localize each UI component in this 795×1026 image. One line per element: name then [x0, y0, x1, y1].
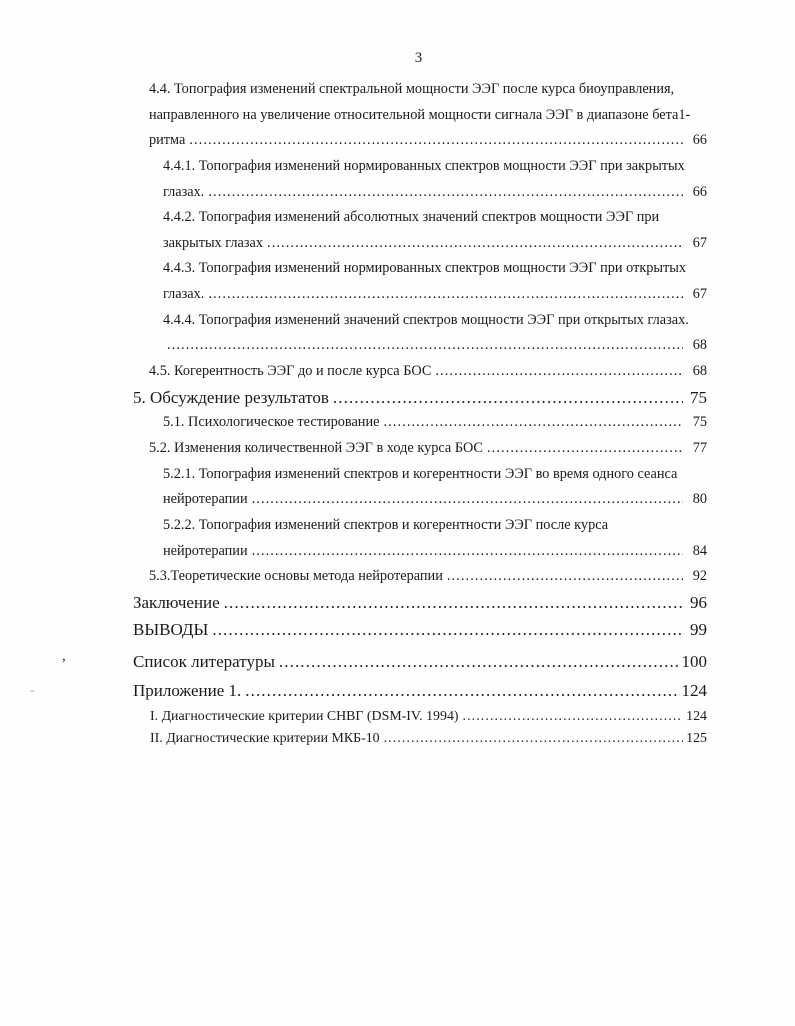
toc-entry [149, 77, 707, 154]
toc-entry-title: ВЫВОДЫ [133, 620, 209, 640]
scan-artifact-comma: , [62, 648, 66, 664]
toc-page-number: 75 [690, 387, 707, 407]
toc-entry-title: II. Диагностические критерии МКБ-10 [150, 730, 380, 746]
toc-entry-last-line [133, 590, 707, 616]
toc-entry-last-line [163, 539, 707, 565]
toc-entry [133, 617, 707, 643]
toc-entry [163, 462, 707, 513]
toc-entry-text-line: 5.2.1. Топография изменений спектров и когерентности ЭЭГ во время одного сеанса [163, 465, 678, 482]
toc-entry-title: глазах. [163, 183, 205, 200]
toc-entry-title: 5.2. Изменения количественной ЭЭГ в ходе курса БОС [149, 439, 483, 456]
toc-entry-title: нейротерапии [163, 542, 248, 559]
toc-entry-title: Приложение 1. [133, 680, 242, 700]
toc-page-number: 124 [686, 709, 707, 725]
toc-entry-title: 4.5. Когерентность ЭЭГ до и после курса БОС [149, 363, 432, 380]
toc-entry-last-line [149, 128, 707, 154]
toc-page-number: 66 [692, 183, 707, 200]
toc-entry [163, 256, 707, 307]
toc-entry-last-line [149, 564, 707, 590]
toc-dot-leader [435, 359, 683, 385]
page-number: 3 [414, 50, 423, 66]
toc-dot-leader [383, 410, 683, 436]
toc-dot-leader [212, 617, 683, 643]
toc-page-number: 99 [690, 620, 707, 640]
toc-entry-title: 5. Обсуждение результатов [133, 387, 329, 407]
toc-entry-text-line: направленного на увеличение относительной мощности сигнала ЭЭГ в диапазоне бета1- [149, 106, 691, 123]
toc-dot-leader [224, 590, 683, 616]
toc-entry-title: Заключение [133, 592, 220, 612]
toc-page-number: 68 [692, 337, 707, 354]
toc-entry [149, 436, 707, 462]
toc-entry-last-line [133, 617, 707, 643]
toc-entry-title: глазах. [163, 286, 205, 303]
toc-entry [133, 385, 707, 411]
toc-dot-leader [267, 231, 683, 257]
toc-entry-last-line [150, 728, 707, 750]
toc-entry [163, 308, 707, 359]
toc-entry-last-line [163, 180, 707, 206]
toc-entry [163, 154, 707, 205]
toc-entry-last-line [133, 649, 707, 675]
toc-entry-last-line [150, 706, 707, 728]
toc-entry-last-line [163, 282, 707, 308]
toc-entry-last-line [149, 436, 707, 462]
toc-entry [133, 649, 707, 675]
toc-entry-text-line: 5.2.2. Топография изменений спектров и когерентности ЭЭГ после курса [163, 516, 609, 533]
toc-page-number: 75 [692, 414, 707, 431]
toc-entry-text-line: 4.4.2. Топография изменений абсолютных значений спектров мощности ЭЭГ при [163, 209, 660, 226]
toc-page-number: 67 [692, 234, 707, 251]
toc-page-number: 124 [681, 680, 707, 700]
toc-entry [133, 590, 707, 616]
toc-dot-leader [208, 282, 683, 308]
toc-entry-text-line: 4.4. Топография изменений спектральной мощности ЭЭГ после курса биоуправления, [149, 81, 675, 97]
toc-page-number: 96 [690, 592, 707, 612]
toc-page-number: 77 [692, 439, 707, 456]
toc-entry-title: закрытых глазах [163, 234, 264, 251]
toc-entry [163, 410, 707, 436]
toc-page-number: 68 [692, 363, 707, 380]
toc-entry-last-line [149, 359, 707, 385]
toc-entry [149, 359, 707, 385]
toc-dot-leader [384, 728, 683, 750]
toc-entry-title: Список литературы [133, 652, 275, 672]
toc-entry-text-line: 4.4.1. Топография изменений нормированных спектров мощности ЭЭГ при закрытых [163, 157, 685, 174]
toc-dot-leader [447, 564, 683, 590]
toc-page-number: 66 [692, 132, 707, 149]
toc-page-number: 125 [686, 730, 707, 746]
toc-entry-text-line: 4.4.4. Топография изменений значений спектров мощности ЭЭГ при открытых глазах. [163, 311, 689, 328]
toc-dot-leader [245, 678, 679, 704]
toc-page-number: 67 [692, 286, 707, 303]
toc-page-number: 100 [681, 652, 707, 672]
toc-entry [150, 728, 707, 750]
toc-entry-title: 5.3.Теоретические основы метода нейротерапии [149, 568, 443, 585]
toc-entry-last-line [163, 333, 707, 359]
toc-entry [163, 205, 707, 256]
toc-entry-title: ритма [149, 132, 186, 149]
toc-entry-title: 5.1. Психологическое тестирование [163, 414, 380, 431]
toc-entry-last-line [133, 385, 707, 411]
toc-page-number: 92 [692, 568, 707, 585]
toc-dot-leader [167, 333, 683, 359]
toc-entry [149, 564, 707, 590]
toc-entry-last-line [133, 678, 707, 704]
toc-entry-title: нейротерапии [163, 491, 248, 508]
scan-artifact-dash: - [30, 682, 35, 697]
toc-entry [133, 678, 707, 704]
toc-entry [163, 513, 707, 564]
toc-dot-leader [487, 436, 683, 462]
toc-entry-title: I. Диагностические критерии СНВГ (DSM-IV. 1994) [150, 709, 459, 725]
toc-page-number: 80 [692, 491, 707, 508]
toc-entry [150, 706, 707, 728]
toc-dot-leader [463, 706, 683, 728]
toc-page-number: 84 [692, 542, 707, 559]
toc-dot-leader [252, 487, 683, 513]
toc-entry-last-line [163, 231, 707, 257]
toc-entry-last-line [163, 410, 707, 436]
toc-entry-last-line [163, 487, 707, 513]
toc-dot-leader [189, 128, 683, 154]
toc-entry-text-line: 4.4.3. Топография изменений нормированных спектров мощности ЭЭГ при открытых [163, 260, 687, 277]
toc-dot-leader [252, 539, 683, 565]
toc-dot-leader [333, 385, 683, 411]
toc-dot-leader [279, 649, 680, 675]
toc-dot-leader [208, 180, 683, 206]
table-of-contents [133, 77, 707, 749]
